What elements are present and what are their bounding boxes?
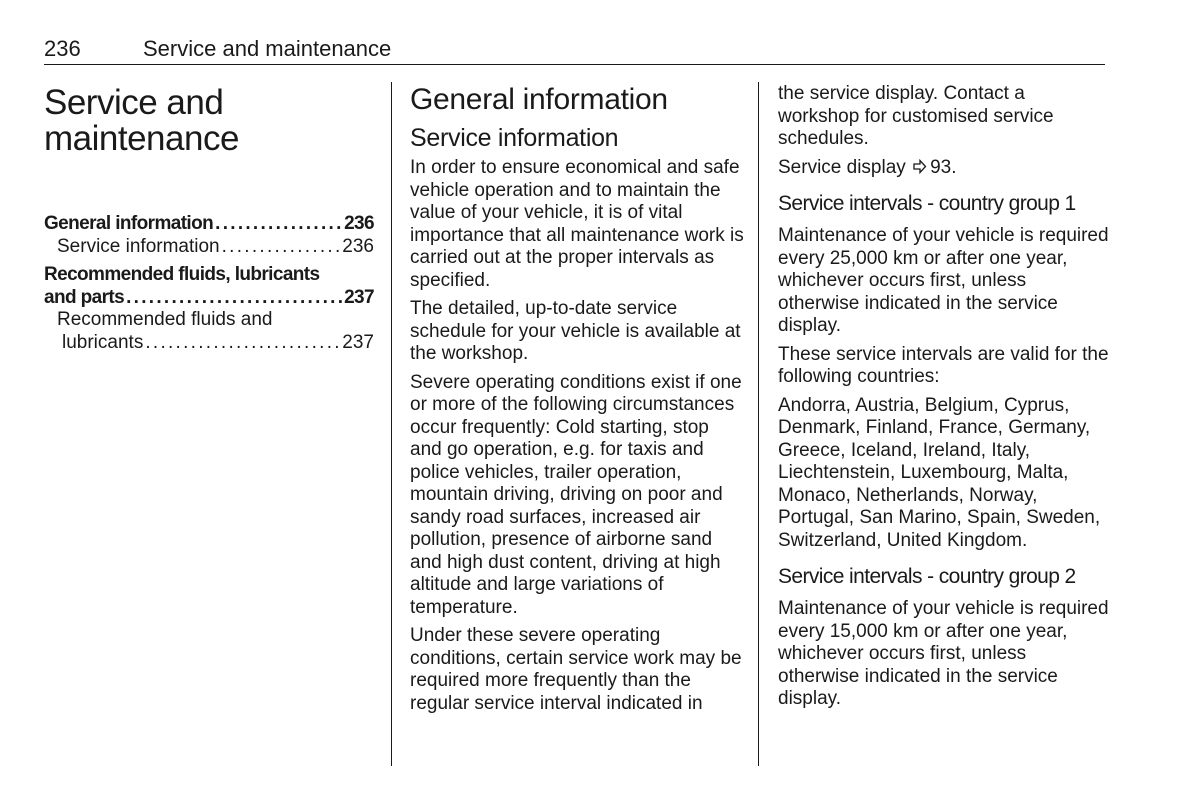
section-title: General information [410, 83, 668, 116]
toc-page: 236 [342, 235, 374, 257]
chapter-title [44, 85, 374, 157]
toc-label-line1: Recommended fluids, lubricants [44, 264, 320, 285]
paragraph-severe-service-part2: the service display. Contact a workshop for customised service schedules. [778, 83, 1054, 149]
paragraph-severe-conditions: Severe operating conditions exist if one or more of the following circumstances occur frequently: Cold starting, stop and go operation, e.g. for taxis and police vehicles, trailer operation, mountain driving, driving on poor and sandy road surfaces, increased air pollution, presence of airborne sand and high dust content, driving at high altitude and large variations of temperature. [410, 371, 742, 618]
group2-title: Service intervals - country group 2 [778, 565, 1076, 588]
running-title: Service and maintenance [143, 36, 392, 61]
group1-title: Service intervals - country group 1 [778, 192, 1076, 215]
toc-entry-general-information[interactable] [44, 213, 374, 236]
toc-leader-dots [222, 236, 341, 259]
group2-interval-text: Maintenance of your vehicle is required every 15,000 km or after one year, whichever occurs first, unless otherwise indicated in the service display. [778, 598, 1109, 709]
group1-interval-text: Maintenance of your vehicle is required every 25,000 km or after one year, whichever occurs first, unless otherwise indicated in the service display. [778, 225, 1109, 336]
group1-validity-text: These service intervals are valid for the following countries: [778, 343, 1109, 387]
toc-page: 236 [344, 213, 374, 234]
toc-entry-service-information[interactable] [44, 236, 374, 259]
toc-leader-dots [145, 332, 340, 355]
toc-page: 237 [342, 331, 374, 353]
toc-page: 237 [344, 286, 374, 308]
group1-country-list: Andorra, Austria, Belgium, Cyprus, Denmark, Finland, France, Germany, Greece, Iceland, Ireland, Italy, Liechtenstein, Luxembourg, Malta, Monaco, Netherlands, Norway, Portugal, San Marino, Spain, Sweden, Switzerland, United Kingdom. [778, 394, 1101, 551]
subsection-title: Service information [410, 124, 619, 152]
page-number: 236 [44, 36, 81, 61]
chapter-title-line2: maintenance [44, 119, 239, 158]
toc-label: General information [44, 213, 214, 234]
service-display-reference[interactable] [778, 157, 1110, 180]
reference-page: 93. [930, 156, 957, 178]
column-divider-right [758, 82, 759, 766]
column-divider-left [391, 82, 392, 766]
paragraph-severe-service-part1: Under these severe operating conditions, certain service work may be required more frequently than the regular service interval indicated in [410, 625, 742, 714]
right-column [778, 82, 1110, 717]
paragraph-schedule: The detailed, up-to-date service schedule for your vehicle is available at the workshop. [410, 298, 741, 364]
toc-entry-recommended-fluids-lubricants[interactable] [44, 309, 374, 354]
reference-text: Service display [778, 156, 906, 178]
toc-leader-dots [215, 213, 342, 236]
chapter-title-line1: Service and [44, 83, 224, 122]
table-of-contents [44, 213, 374, 354]
page-header [44, 36, 1105, 64]
toc-label-line2: and parts [44, 286, 125, 308]
toc-label: Service information [57, 235, 220, 257]
toc-entry-recommended-fluids-parts[interactable] [44, 264, 374, 309]
paragraph-intro: In order to ensure economical and safe vehicle operation and to maintain the value of your vehicle, it is of vital importance that all maintenance work is carried out at the proper intervals as specified. [410, 157, 744, 291]
left-column [44, 82, 374, 354]
header-rule [44, 64, 1105, 65]
middle-column [410, 82, 745, 721]
toc-label-line2: lubricants [62, 331, 144, 353]
cross-reference-arrow-icon [912, 159, 927, 174]
toc-label-line1: Recommended fluids and [57, 309, 273, 330]
toc-leader-dots [126, 287, 342, 310]
